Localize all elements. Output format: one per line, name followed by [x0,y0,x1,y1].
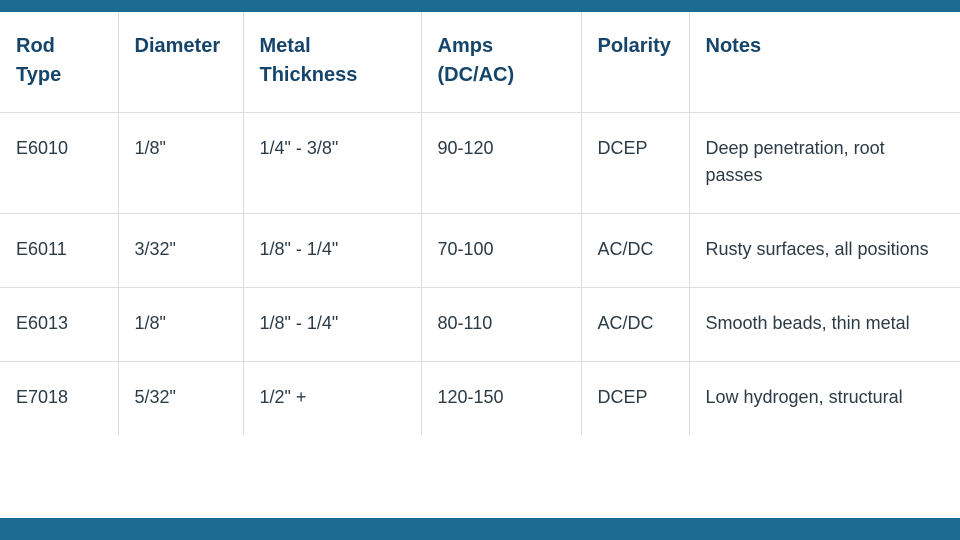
cell-polarity: AC/DC [581,214,689,288]
column-header-metal-thickness [243,12,421,113]
column-header-polarity [581,12,689,113]
column-header-amps-line1: Amps [437,35,494,57]
column-header-rod-type-line2: Type [16,64,62,86]
column-header-amps [421,12,581,113]
table-row [0,214,960,288]
cell-notes: Low hydrogen, structural [689,362,960,436]
column-header-rod-type-line1: Rod [16,35,55,57]
cell-metal-thickness: 1/2" + [243,362,421,436]
table-row [0,288,960,362]
cell-polarity: DCEP [581,362,689,436]
top-accent-bar [0,0,960,12]
column-header-metal-thickness-line2: Thickness [259,64,358,86]
cell-amps: 80-110 [421,288,581,362]
cell-metal-thickness: 1/8" - 1/4" [243,288,421,362]
table-row [0,113,960,214]
column-header-notes [689,12,960,113]
column-header-diameter [118,12,243,113]
cell-amps: 70-100 [421,214,581,288]
bottom-accent-bar [0,518,960,540]
table-body [0,113,960,436]
cell-notes: Rusty surfaces, all positions [689,214,960,288]
welding-rod-table [0,12,960,435]
cell-rod-type: E6011 [0,214,118,288]
cell-polarity: DCEP [581,113,689,214]
cell-rod-type: E7018 [0,362,118,436]
cell-metal-thickness: 1/8" - 1/4" [243,214,421,288]
table-header [0,12,960,113]
cell-amps: 90-120 [421,113,581,214]
table-header-row [0,12,960,113]
cell-diameter: 5/32" [118,362,243,436]
cell-diameter: 1/8" [118,288,243,362]
cell-rod-type: E6013 [0,288,118,362]
column-header-polarity-line1: Polarity [597,35,671,57]
cell-amps: 120-150 [421,362,581,436]
welding-rod-table-container [0,12,960,518]
cell-metal-thickness: 1/4" - 3/8" [243,113,421,214]
cell-notes: Smooth beads, thin metal [689,288,960,362]
cell-diameter: 3/32" [118,214,243,288]
cell-notes: Deep penetration, root passes [689,113,960,214]
cell-polarity: AC/DC [581,288,689,362]
column-header-amps-line2: (DC/AC) [437,64,515,86]
column-header-diameter-line1: Diameter [134,35,221,57]
column-header-notes-line1: Notes [705,35,762,57]
cell-diameter: 1/8" [118,113,243,214]
column-header-rod-type [0,12,118,113]
column-header-metal-thickness-line1: Metal [259,35,311,57]
cell-rod-type: E6010 [0,113,118,214]
table-row [0,362,960,436]
